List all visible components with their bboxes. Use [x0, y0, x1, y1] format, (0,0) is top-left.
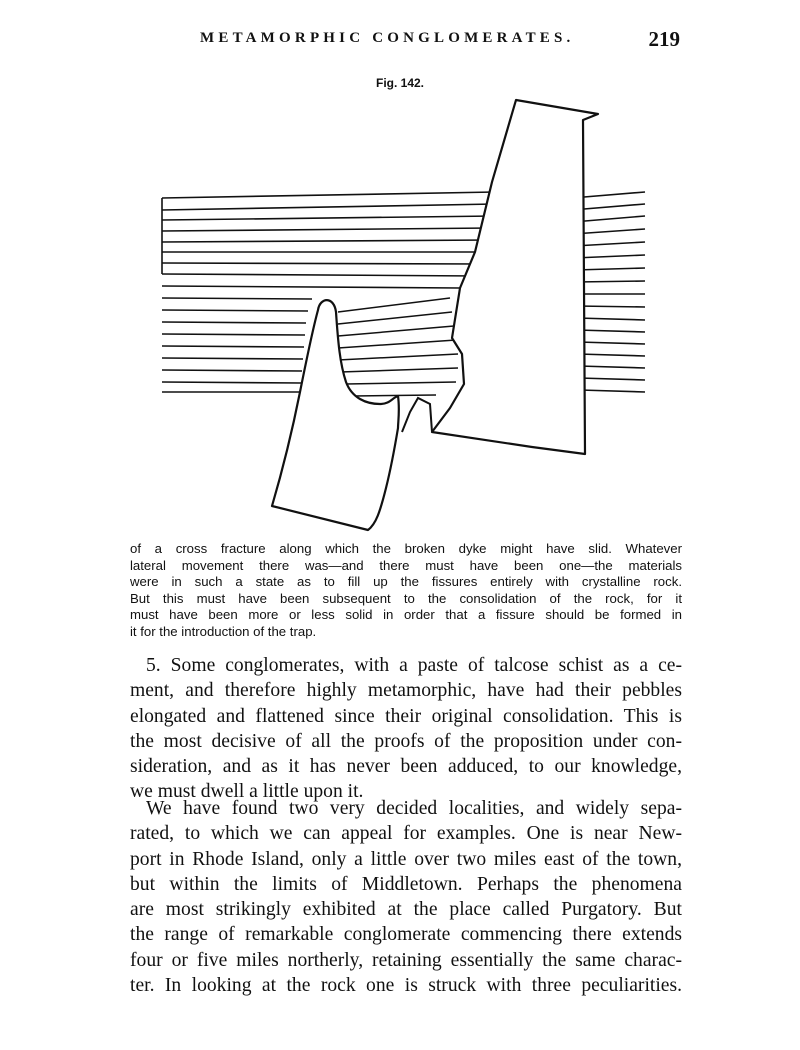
text-line: port in Rhode Island, only a little over two miles east of the town, — [130, 848, 682, 870]
text-line: ment, and therefore highly metamorphic, have had their pebbles — [130, 680, 682, 702]
text-line: But this must have been subsequent to the consolidation of the rock, for it — [130, 590, 682, 606]
text-line: 5. Some conglomerates, with a paste of talcose schist as a ce- — [146, 655, 682, 676]
figure-explanatory-text — [130, 541, 682, 641]
upper-dyke-block — [432, 100, 598, 454]
text-line: it for the introduction of the trap. — [130, 623, 317, 639]
text-line: must have been more or less solid in order that a fissure should be formed in — [130, 607, 682, 623]
paragraph-5 — [130, 653, 682, 805]
paragraph-localities — [130, 796, 682, 998]
text-line: sideration, and as it has never been adduced, to our knowledge, — [130, 756, 682, 778]
running-head — [200, 27, 680, 54]
figure-caption: Fig. 142. — [375, 76, 425, 90]
text-line: ter. In looking at the rock one is struck with three peculiarities. — [130, 975, 682, 997]
text-line: rated, to which we can appeal for examples. One is near New- — [130, 823, 682, 845]
running-title: METAMORPHIC CONGLOMERATES. — [200, 30, 575, 46]
text-line: elongated and flattened since their original consolidation. This is — [130, 705, 682, 727]
page-number: 219 — [648, 27, 680, 51]
text-line: of a cross fracture along which the broken dyke might have slid. Whatever — [130, 541, 682, 556]
text-line: the most decisive of all the proofs of the proposition under con- — [130, 730, 682, 752]
dyke-notch — [402, 398, 432, 432]
rock-strata-wedge — [338, 298, 458, 396]
text-line: the range of remarkable conglomerate commencing there extends — [130, 924, 682, 946]
text-line: but within the limits of Middletown. Perhaps the phenomena — [130, 873, 682, 895]
text-line: were in such a state as to fill up the fissures entirely with crystalline rock. — [130, 574, 682, 590]
text-line: lateral movement there was—and there must have been one—the materials — [130, 557, 682, 573]
text-line: four or five miles northerly, retaining essentially the same charac- — [130, 949, 682, 971]
figure-142-illustration — [140, 92, 660, 540]
text-line: we must dwell a little upon it. — [130, 781, 364, 803]
text-line: We have found two very decided localities, and widely sepa- — [146, 798, 682, 819]
text-line: are most strikingly exhibited at the place called Purgatory. But — [130, 899, 682, 921]
